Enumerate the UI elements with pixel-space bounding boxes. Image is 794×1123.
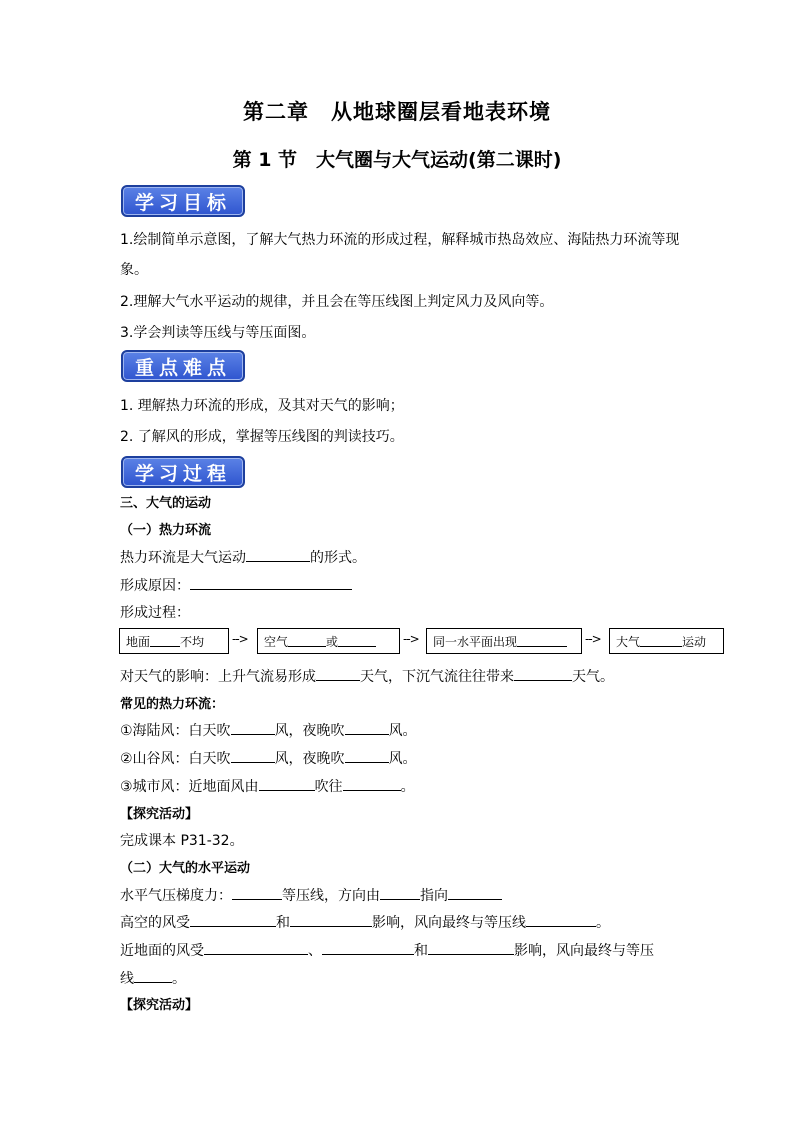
high-blank-3[interactable] (526, 912, 596, 927)
pg-blank-2[interactable] (380, 885, 420, 900)
near-line2-text-a: 线 (120, 971, 134, 987)
key-point-2: 2. 了解风的形成，掌握等压线图的判读技巧。 (120, 429, 404, 445)
flow-box-pressure (426, 628, 582, 654)
near-blank-1[interactable] (204, 940, 308, 955)
objective-2: 2.理解大气水平运动的规律，并且会在等压线图上判定风力及风向等。 (120, 294, 554, 310)
subsection-horizontal-motion: （二）大气的水平运动 (120, 861, 251, 876)
pressure-gradient-line (120, 885, 502, 905)
flow-box-air-blank-1[interactable] (288, 635, 326, 647)
flow-arrow-1: --> (232, 632, 248, 646)
valley-blank-1[interactable] (231, 748, 275, 763)
high-text-a: 高空的风受 (120, 915, 190, 931)
valley-text-b: 风，夜晚吹 (274, 751, 345, 767)
process-badge: 学习过程 (121, 456, 245, 488)
weather-blank-1[interactable] (316, 666, 360, 681)
flow-box-ground (119, 628, 229, 654)
sea-blank-1[interactable] (231, 720, 275, 735)
textbook-line: 完成课本 P31-32。 (120, 833, 244, 849)
objectives-badge: 学习目标 (121, 185, 245, 217)
valley-text-a: ②山谷风：白天吹 (120, 751, 231, 767)
definition-blank[interactable] (246, 547, 310, 562)
pg-text-b: 等压线，方向由 (282, 888, 380, 904)
cause-blank[interactable] (190, 575, 352, 590)
flow-box-air-text-b: 或 (326, 634, 339, 649)
city-breeze-line (120, 776, 415, 796)
high-text-c: 影响，风向最终与等压线 (372, 915, 526, 931)
sea-text-b: 风，夜晚吹 (274, 723, 345, 739)
flow-box-ground-text-b: 不均 (180, 634, 205, 649)
high-blank-1[interactable] (190, 912, 276, 927)
near-text-a: 近地面的风受 (120, 943, 204, 959)
weather-text-a: 对天气的影响：上升气流易形成 (120, 669, 316, 685)
city-text-b: 吹往 (314, 779, 343, 795)
pg-text-c: 指向 (420, 888, 448, 904)
sea-blank-2[interactable] (345, 720, 389, 735)
sea-text-c: 风。 (388, 723, 417, 739)
objective-1-line1: 1.绘制简单示意图，了解大气热力环流的形成过程，解释城市热岛效应、海陆热力环流等现 (120, 232, 680, 248)
definition-text-b: 的形式。 (310, 550, 366, 566)
key-point-1: 1. 理解热力环流的形成，及其对天气的影响； (120, 398, 404, 414)
near-text-d: 影响，风向最终与等压 (514, 943, 654, 959)
flow-box-motion-text-a: 大气 (616, 634, 641, 649)
explore-activity-1: 【探究活动】 (120, 807, 199, 822)
definition-line (120, 547, 366, 567)
near-text-b: 、 (308, 943, 322, 959)
section-atmosphere-motion: 三、大气的运动 (120, 496, 212, 511)
valley-text-c: 风。 (388, 751, 417, 767)
cause-line (120, 575, 352, 595)
flow-box-air-text-a: 空气 (264, 634, 289, 649)
flow-box-ground-blank[interactable] (150, 635, 180, 647)
valley-breeze-line (120, 748, 417, 768)
near-text-c: 和 (414, 943, 428, 959)
flow-box-motion-text-b: 运动 (682, 634, 707, 649)
objective-1-line2: 象。 (120, 262, 148, 278)
high-text-d: 。 (596, 915, 610, 931)
near-line2-blank[interactable] (134, 968, 172, 983)
surface-wind-line-2 (120, 968, 186, 988)
weather-blank-2[interactable] (514, 666, 572, 681)
flow-box-motion-blank[interactable] (640, 635, 682, 647)
flow-box-air-blank-2[interactable] (338, 635, 376, 647)
subsection-thermal-circulation: （一）热力环流 (120, 523, 212, 538)
city-blank-2[interactable] (343, 776, 401, 791)
high-text-b: 和 (276, 915, 290, 931)
flow-box-motion (609, 628, 724, 654)
weather-text-c: 天气。 (572, 669, 614, 685)
sea-land-breeze-line (120, 720, 417, 740)
upper-wind-line (120, 912, 610, 932)
pg-blank-3[interactable] (448, 885, 502, 900)
flow-box-ground-text-a: 地面 (126, 634, 151, 649)
high-blank-2[interactable] (290, 912, 372, 927)
city-blank-1[interactable] (259, 776, 315, 791)
flow-box-air (257, 628, 400, 654)
chapter-title: 第二章 从地球圈层看地表环境 (243, 100, 551, 124)
near-line2-text-b: 。 (172, 971, 186, 987)
procedure-label: 形成过程： (120, 605, 190, 621)
sea-text-a: ①海陆风：白天吹 (120, 723, 231, 739)
valley-blank-2[interactable] (345, 748, 389, 763)
weather-text-b: 天气，下沉气流往往带来 (360, 669, 514, 685)
section-title: 第 1 节 大气圈与大气运动(第二课时) (232, 149, 562, 171)
common-circulations-label: 常见的热力环流： (120, 697, 225, 712)
flow-box-pressure-blank[interactable] (517, 635, 567, 647)
city-text-a: ③城市风：近地面风由 (120, 779, 259, 795)
surface-wind-line (120, 940, 654, 960)
definition-text-a: 热力环流是大气运动 (120, 550, 246, 566)
flow-arrow-3: --> (585, 632, 601, 646)
weather-line (120, 666, 614, 686)
near-blank-2[interactable] (322, 940, 414, 955)
flow-arrow-2: --> (403, 632, 419, 646)
explore-activity-2: 【探究活动】 (120, 998, 199, 1013)
objective-3: 3.学会判读等压线与等压面图。 (120, 325, 316, 341)
key-points-badge: 重点难点 (121, 350, 245, 382)
pg-blank-1[interactable] (232, 885, 282, 900)
flow-box-pressure-text: 同一水平面出现 (433, 634, 518, 649)
city-text-c: 。 (400, 779, 415, 795)
pg-text-a: 水平气压梯度力： (120, 888, 232, 904)
near-blank-3[interactable] (428, 940, 514, 955)
cause-label: 形成原因： (120, 578, 190, 594)
